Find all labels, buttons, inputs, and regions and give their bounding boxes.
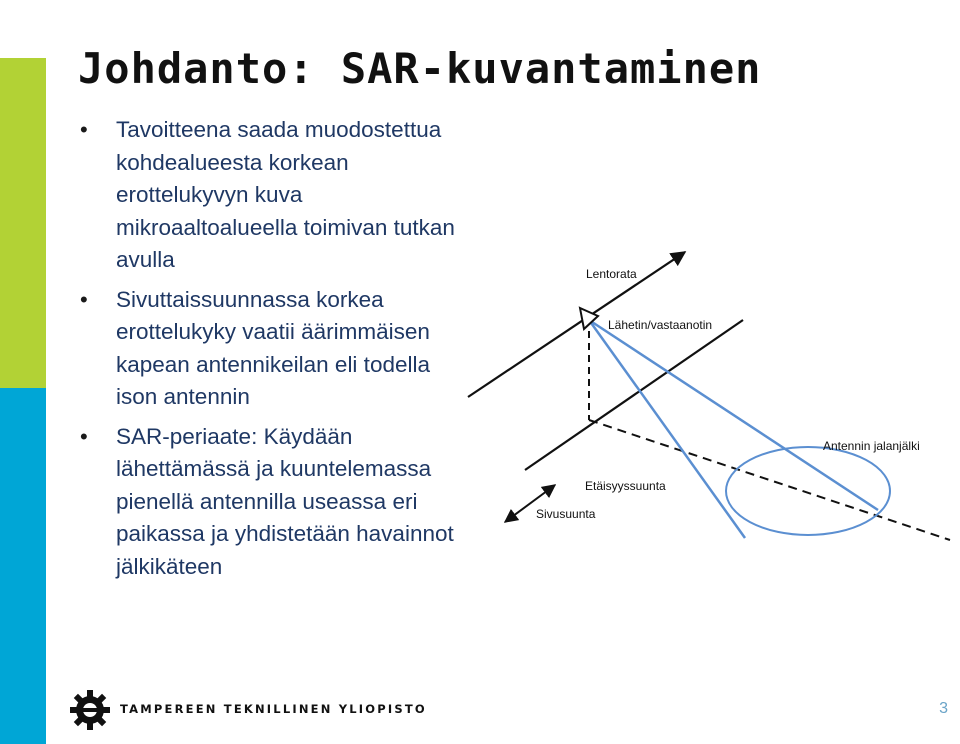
bullet-item: • Sivuttaissuunnassa korkea erottelukyky vaatii äärimmäisen kapean antennikeilan eli todella ison antennin bbox=[80, 284, 460, 414]
bullet-item: • Tavoitteena saada muodostettua kohdealueesta korkean erottelukyvyn kuva mikroaaltoalueella toimivan tutkan avulla bbox=[80, 114, 460, 277]
ground-track-line bbox=[525, 320, 743, 470]
antenna-footprint-ellipse bbox=[726, 447, 890, 535]
page-number: 3 bbox=[939, 700, 948, 717]
label-azimuth-direction: Sivusuunta bbox=[536, 507, 596, 521]
label-footprint: Antennin jalanjälki bbox=[823, 439, 920, 453]
label-range-direction: Etäisyyssuunta bbox=[585, 479, 666, 493]
university-name: TAMPEREEN TEKNILLINEN YLIOPISTO bbox=[120, 702, 427, 716]
label-transceiver: Lähetin/vastaanotin bbox=[608, 318, 713, 332]
label-flight-path: Lentorata bbox=[586, 267, 637, 281]
gear-logo-icon bbox=[68, 688, 112, 732]
bullet-item: • SAR-periaate: Käydään lähettämässä ja kuuntelemassa pienellä antennilla useassa eri paikassa ja yhdistetään havainnot jälkikäteen bbox=[80, 421, 460, 584]
beam-edge-line bbox=[589, 320, 745, 538]
slide-title: Johdanto: SAR-kuvantaminen bbox=[78, 44, 762, 93]
